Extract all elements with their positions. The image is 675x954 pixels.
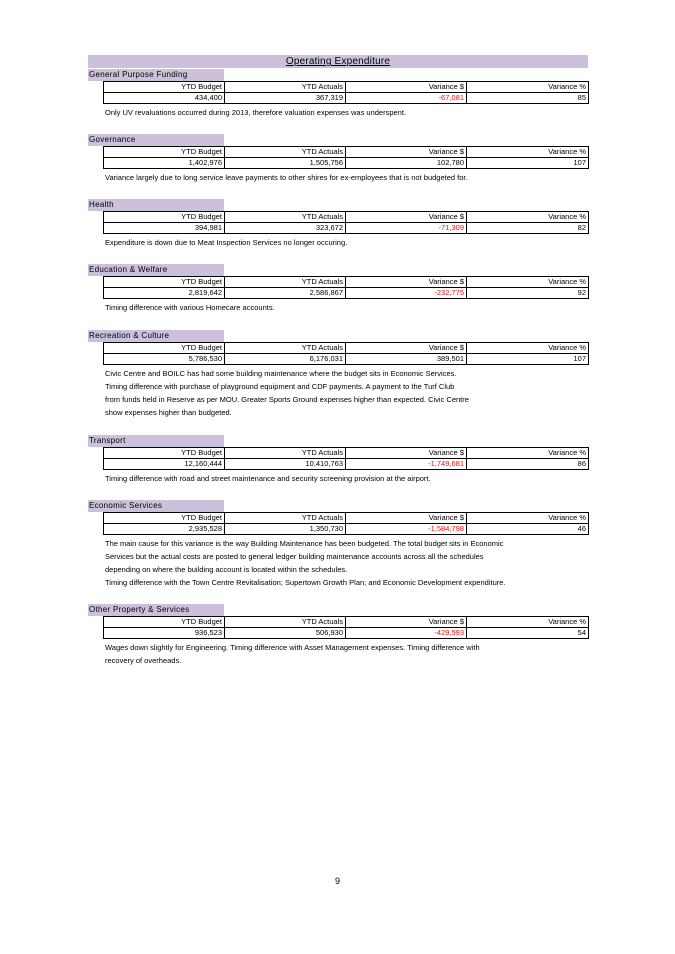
column-header: Variance $ xyxy=(346,617,467,628)
section-heading: Governance xyxy=(88,134,224,146)
variance-amount: -429,593 xyxy=(346,628,467,639)
variance-table xyxy=(103,276,589,299)
column-header: YTD Actuals xyxy=(225,277,346,288)
column-header: YTD Budget xyxy=(104,343,225,354)
variance-percent: 107 xyxy=(467,158,589,169)
section xyxy=(88,264,588,314)
ytd-budget-value: 5,786,530 xyxy=(104,354,225,365)
ytd-actuals-value: 506,930 xyxy=(225,628,346,639)
variance-amount: -1,749,681 xyxy=(346,459,467,470)
section xyxy=(88,134,588,184)
column-header: Variance $ xyxy=(346,343,467,354)
variance-table xyxy=(103,447,589,470)
variance-amount: -71,309 xyxy=(346,223,467,234)
table-header-row xyxy=(104,513,589,524)
section-notes xyxy=(105,236,588,249)
note-line: from funds held in Reserve as per MOU. Greater Sports Ground expenses higher than expected. Civic Centre xyxy=(105,395,469,404)
table-header-row xyxy=(104,277,589,288)
report-title-bar xyxy=(88,55,588,68)
column-header: YTD Actuals xyxy=(225,513,346,524)
note-line: Timing difference with purchase of playground equipment and CDF payments. A payment to the Turf Club xyxy=(105,382,455,391)
table-row xyxy=(104,223,589,234)
table-row xyxy=(104,459,589,470)
table-row xyxy=(104,158,589,169)
note-line: Wages down slightly for Engineering. Timing difference with Asset Management expenses. Timing difference with xyxy=(105,643,480,652)
ytd-budget-value: 2,819,642 xyxy=(104,288,225,299)
column-header: Variance % xyxy=(467,147,589,158)
column-header: Variance $ xyxy=(346,82,467,93)
section xyxy=(88,435,588,485)
column-header: YTD Actuals xyxy=(225,617,346,628)
column-header: Variance % xyxy=(467,513,589,524)
ytd-actuals-value: 6,176,031 xyxy=(225,354,346,365)
report-title: Operating Expenditure xyxy=(285,56,391,67)
ytd-actuals-value: 2,586,867 xyxy=(225,288,346,299)
variance-table xyxy=(103,81,589,104)
column-header: YTD Actuals xyxy=(225,147,346,158)
variance-percent: 46 xyxy=(467,524,589,535)
section-heading: Health xyxy=(88,199,224,211)
ytd-budget-value: 1,402,976 xyxy=(104,158,225,169)
table-row xyxy=(104,288,589,299)
section-notes xyxy=(105,171,588,184)
ytd-actuals-value: 10,410,763 xyxy=(225,459,346,470)
column-header: YTD Budget xyxy=(104,212,225,223)
column-header: Variance % xyxy=(467,343,589,354)
variance-amount: 389,501 xyxy=(346,354,467,365)
column-header: Variance % xyxy=(467,277,589,288)
column-header: YTD Budget xyxy=(104,513,225,524)
note-line: Only UV revaluations occurred during 2013, therefore valuation expenses was underspent. xyxy=(105,108,407,117)
column-header: Variance $ xyxy=(346,212,467,223)
column-header: YTD Budget xyxy=(104,617,225,628)
note-line: The main cause for this variance is the way Building Maintenance has been budgeted. The total budget sits in Economic xyxy=(105,539,504,548)
column-header: YTD Budget xyxy=(104,448,225,459)
table-row xyxy=(104,628,589,639)
column-header: Variance % xyxy=(467,212,589,223)
variance-table xyxy=(103,616,589,639)
note-line: Timing difference with the Town Centre Revitalisation; Supertown Growth Plan; and Economic Development expenditure. xyxy=(105,578,506,587)
variance-percent: 92 xyxy=(467,288,589,299)
column-header: YTD Budget xyxy=(104,147,225,158)
note-line: Timing difference with road and street maintenance and security screening provision at the airport. xyxy=(105,474,431,483)
variance-amount: -67,081 xyxy=(346,93,467,104)
column-header: YTD Actuals xyxy=(225,212,346,223)
section-heading: Other Property & Services xyxy=(88,604,224,616)
note-line: show expenses higher than budgeted. xyxy=(105,408,232,417)
section-heading: Education & Welfare xyxy=(88,264,224,276)
ytd-budget-value: 2,935,528 xyxy=(104,524,225,535)
note-line: Services but the actual costs are posted to general ledger building maintenance accounts across all the schedules xyxy=(105,552,484,561)
variance-table xyxy=(103,146,589,169)
variance-percent: 82 xyxy=(467,223,589,234)
ytd-budget-value: 394,981 xyxy=(104,223,225,234)
variance-percent: 86 xyxy=(467,459,589,470)
section xyxy=(88,330,588,419)
section-notes xyxy=(105,367,588,419)
note-line: depending on where the building account is located within the schedules. xyxy=(105,565,348,574)
ytd-actuals-value: 1,505,756 xyxy=(225,158,346,169)
section-heading: Economic Services xyxy=(88,500,224,512)
column-header: Variance $ xyxy=(346,513,467,524)
column-header: Variance $ xyxy=(346,277,467,288)
ytd-actuals-value: 367,319 xyxy=(225,93,346,104)
section xyxy=(88,604,588,667)
table-row xyxy=(104,354,589,365)
section-notes xyxy=(105,472,588,485)
page-number: 9 xyxy=(334,876,340,886)
column-header: YTD Actuals xyxy=(225,82,346,93)
variance-percent: 107 xyxy=(467,354,589,365)
variance-table xyxy=(103,512,589,535)
ytd-budget-value: 936,523 xyxy=(104,628,225,639)
section-notes xyxy=(105,106,588,119)
column-header: Variance % xyxy=(467,617,589,628)
section-heading: Recreation & Culture xyxy=(88,330,224,342)
note-line: recovery of overheads. xyxy=(105,656,182,665)
column-header: YTD Budget xyxy=(104,277,225,288)
column-header: YTD Actuals xyxy=(225,343,346,354)
section xyxy=(88,500,588,589)
section xyxy=(88,69,588,119)
table-row xyxy=(104,93,589,104)
section-notes xyxy=(105,641,588,667)
note-line: Variance largely due to long service leave payments to other shires for ex-employees that is not budgeted for. xyxy=(105,173,468,182)
table-header-row xyxy=(104,448,589,459)
note-line: Timing difference with various Homecare accounts. xyxy=(105,303,275,312)
column-header: Variance $ xyxy=(346,448,467,459)
column-header: Variance % xyxy=(467,448,589,459)
ytd-actuals-value: 1,350,730 xyxy=(225,524,346,535)
table-header-row xyxy=(104,343,589,354)
variance-percent: 54 xyxy=(467,628,589,639)
variance-amount: -1,584,798 xyxy=(346,524,467,535)
ytd-budget-value: 434,400 xyxy=(104,93,225,104)
variance-percent: 85 xyxy=(467,93,589,104)
column-header: Variance % xyxy=(467,82,589,93)
ytd-budget-value: 12,160,444 xyxy=(104,459,225,470)
column-header: YTD Actuals xyxy=(225,448,346,459)
variance-amount: 102,780 xyxy=(346,158,467,169)
section-notes xyxy=(105,301,588,314)
section-heading: General Purpose Funding xyxy=(88,69,224,81)
note-line: Civic Centre and BOILC has had some building maintenance where the budget sits in Economic Services. xyxy=(105,369,457,378)
note-line: Expenditure is down due to Meat Inspection Services no longer occuring. xyxy=(105,238,348,247)
section-heading: Transport xyxy=(88,435,224,447)
table-header-row xyxy=(104,617,589,628)
column-header: Variance $ xyxy=(346,147,467,158)
section-notes xyxy=(105,537,588,589)
table-header-row xyxy=(104,82,589,93)
section xyxy=(88,199,588,249)
column-header: YTD Budget xyxy=(104,82,225,93)
variance-table xyxy=(103,211,589,234)
table-row xyxy=(104,524,589,535)
variance-amount: -232,775 xyxy=(346,288,467,299)
ytd-actuals-value: 323,672 xyxy=(225,223,346,234)
table-header-row xyxy=(104,147,589,158)
table-header-row xyxy=(104,212,589,223)
variance-table xyxy=(103,342,589,365)
